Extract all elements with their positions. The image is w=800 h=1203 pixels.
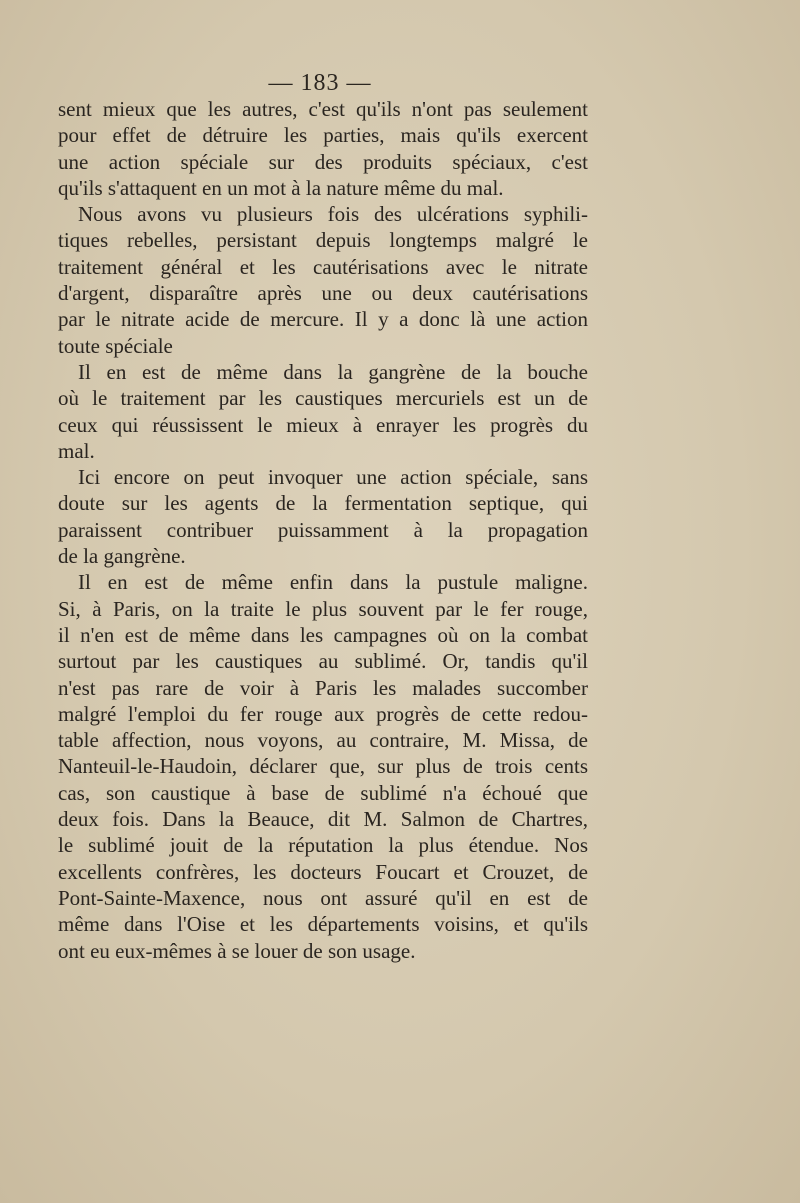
text-line: une action spéciale sur des produits spéciaux, c'est	[58, 149, 588, 174]
text-line: d'argent, disparaître après une ou deux cautérisations	[58, 281, 588, 306]
page-number: — 183 —	[268, 70, 372, 96]
text-line: il n'en est de même dans les campagnes où on la combat	[58, 622, 588, 647]
text-line: excellents confrères, les docteurs Foucart et Crouzet, de	[58, 859, 588, 884]
text-line: n'est pas rare de voir à Paris les malades succomber	[58, 675, 588, 700]
text-line: pour effet de détruire les parties, mais qu'ils exercent	[58, 123, 588, 148]
text-line: ceux qui réussissent le mieux à enrayer les progrès du	[58, 412, 588, 437]
text-line: où le traitement par les caustiques mercuriels est un de	[58, 386, 588, 411]
text-line: deux fois. Dans la Beauce, dit M. Salmon de Chartres,	[58, 807, 588, 832]
body-text	[58, 96, 588, 964]
text-line: Nous avons vu plusieurs fois des ulcérations syphili-	[78, 202, 588, 227]
text-line: le sublimé jouit de la réputation la plus étendue. Nos	[58, 833, 588, 858]
text-line: surtout par les caustiques au sublimé. Or, tandis qu'il	[58, 649, 588, 674]
text-line: Si, à Paris, on la traite le plus souvent par le fer rouge,	[58, 596, 588, 621]
text-line: mal.	[58, 438, 95, 463]
text-line: doute sur les agents de la fermentation septique, qui	[58, 491, 588, 516]
text-line: Pont-Sainte-Maxence, nous ont assuré qu'il en est de	[58, 885, 588, 910]
text-line: de la gangrène.	[58, 544, 186, 569]
text-line: Il en est de même dans la gangrène de la bouche	[78, 359, 588, 384]
text-line: par le nitrate acide de mercure. Il y a donc là une action	[58, 307, 588, 332]
text-line: qu'ils s'attaquent en un mot à la nature même du mal.	[58, 175, 504, 200]
text-line: sent mieux que les autres, c'est qu'ils n'ont pas seulement	[58, 97, 588, 121]
text-line: Nanteuil-le-Haudoin, déclarer que, sur plus de trois cents	[58, 754, 588, 779]
text-line: Ici encore on peut invoquer une action spéciale, sans	[78, 465, 588, 490]
text-line: traitement général et les cautérisations avec le nitrate	[58, 254, 588, 279]
text-line: table affection, nous voyons, au contraire, M. Missa, de	[58, 728, 588, 753]
text-line: tiques rebelles, persistant depuis longtemps malgré le	[58, 228, 588, 253]
text-line: Il en est de même enfin dans la pustule maligne.	[78, 570, 588, 595]
text-line: malgré l'emploi du fer rouge aux progrès de cette redou-	[58, 701, 588, 726]
text-line: cas, son caustique à base de sublimé n'a échoué que	[58, 780, 588, 805]
text-line: paraissent contribuer puissamment à la propagation	[58, 517, 588, 542]
text-line: même dans l'Oise et les départements voisins, et qu'ils	[58, 912, 588, 937]
text-line: ont eu eux-mêmes à se louer de son usage.	[58, 938, 416, 963]
text-line: toute spéciale	[58, 333, 173, 358]
